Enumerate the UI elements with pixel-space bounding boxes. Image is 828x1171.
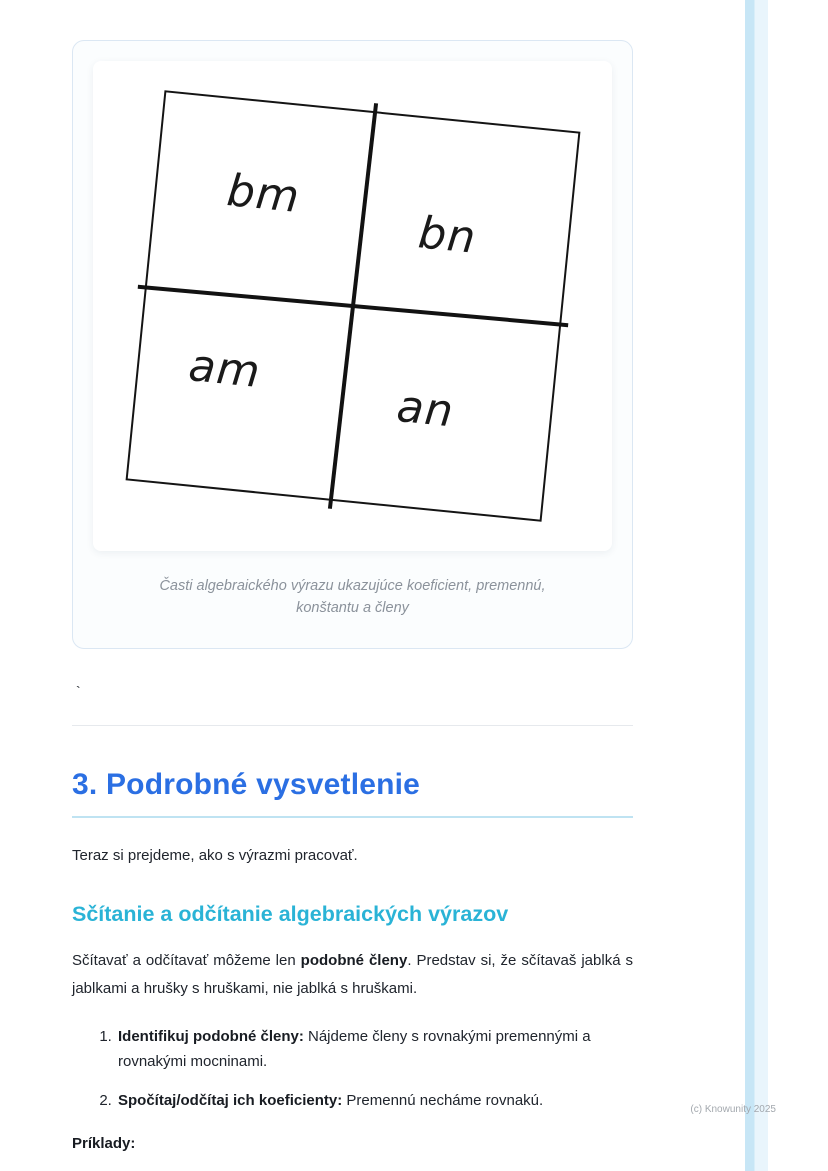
list-item-bold-label: Identifikuj podobné členy: xyxy=(118,1027,304,1045)
steps-list xyxy=(72,1024,633,1114)
section-divider xyxy=(72,725,633,726)
stray-backtick-text: ` xyxy=(76,682,81,699)
copyright-text: (c) Knowunity 2025 xyxy=(690,1104,776,1115)
list-item xyxy=(116,1024,633,1075)
grid-cell-label-bn: bn xyxy=(415,207,479,264)
intro-paragraph: Teraz si prejdeme, ako s výrazmi pracovať. xyxy=(72,846,358,864)
scrollbar-track[interactable] xyxy=(745,0,768,1171)
paragraph-bold-term: podobné členy xyxy=(300,951,408,969)
list-item xyxy=(116,1088,633,1114)
grid-cell-label-am: am xyxy=(185,340,263,399)
examples-label: Príklady: xyxy=(72,1135,136,1153)
paragraph-text-pre: Sčítavať a odčítavať môžeme len xyxy=(72,951,301,969)
list-item-bold-label: Spočítaj/odčítaj ich koeficienty: xyxy=(118,1091,343,1109)
grid-cell-label-bm: bm xyxy=(224,165,302,223)
sub-heading: Sčítanie a odčítanie algebraických výrazov xyxy=(72,901,509,926)
body-paragraph xyxy=(72,947,633,1004)
rotated-grid-square xyxy=(125,90,580,522)
algebra-grid-image xyxy=(93,61,612,551)
figure-caption: Časti algebraického výrazu ukazujúce koeficient, premennú, konštantu a členy xyxy=(159,578,546,617)
document-content xyxy=(72,0,633,1152)
paragraph-text-post: . Predstav si, že sčítavaš jablká s jablkami a hrušky s hruškami, nie jablká s hruškami. xyxy=(72,951,633,998)
section-heading: 3. Podrobné vysvetlenie xyxy=(72,768,633,818)
list-item-text: Premennú necháme rovnakú. xyxy=(342,1091,544,1109)
list-item-text: Nájdeme členy s rovnakými premennými a rovnakými mocninami. xyxy=(118,1027,591,1071)
grid-cell-label-an: an xyxy=(394,380,456,438)
figure-card xyxy=(72,40,633,649)
